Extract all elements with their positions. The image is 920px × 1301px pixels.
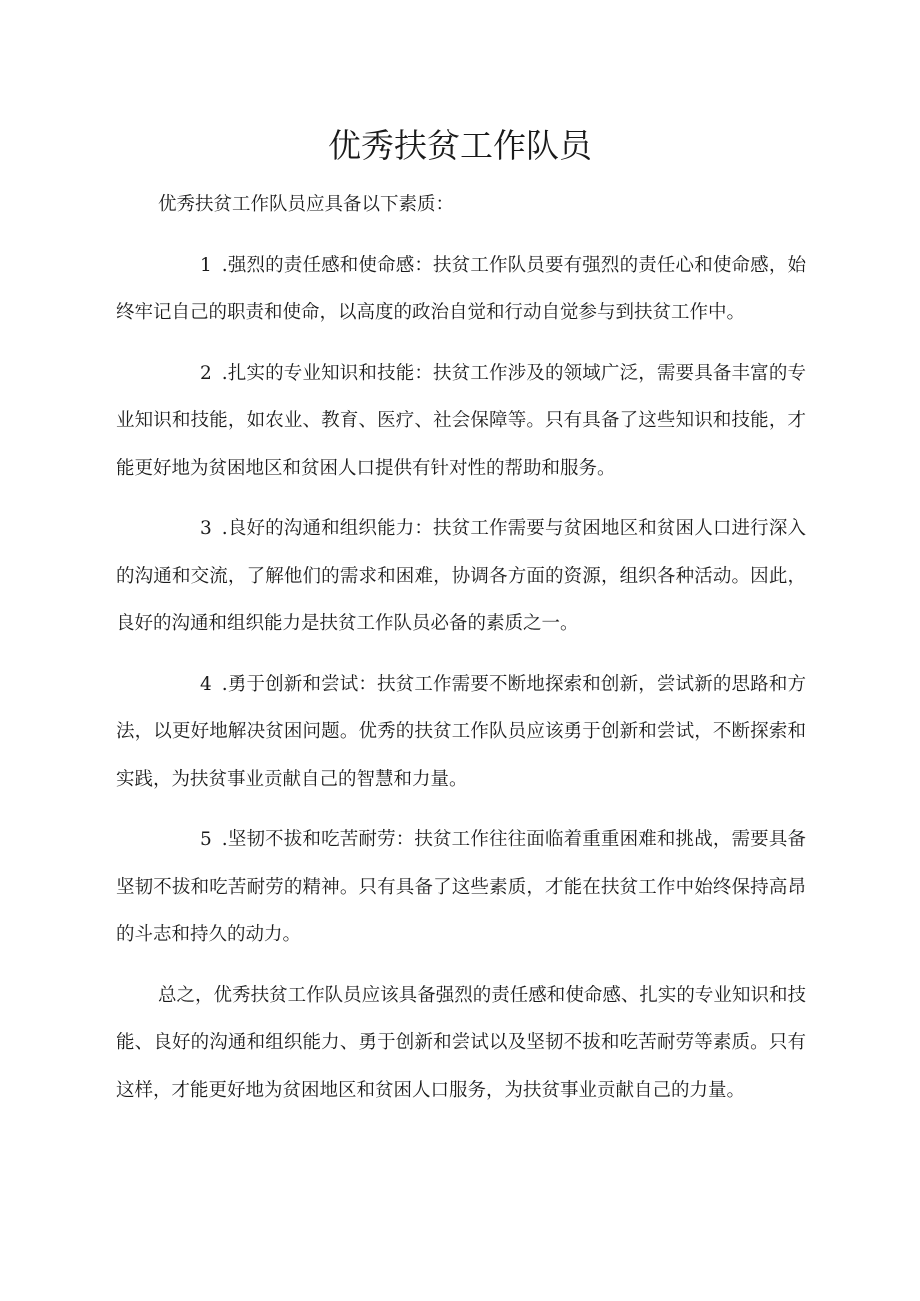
list-item-3: [116, 505, 806, 648]
item-number: 5: [200, 829, 212, 850]
page-title: 优秀扶贫工作队员: [328, 126, 592, 165]
list-item-2: [116, 350, 806, 493]
item-text: .坚韧不拔和吃苦耐劳：扶贫工作往往面临着重重困难和挑战，需要具备坚韧不拔和吃苦耐劳的精神。只有具备了这些素质，才能在扶贫工作中始终保持高昂的斗志和持久的动力。: [116, 829, 806, 945]
list-item-4: [116, 661, 806, 804]
list-item-1: [116, 242, 806, 337]
item-text: .良好的沟通和组织能力：扶贫工作需要与贫困地区和贫困人口进行深入的沟通和交流，了解他们的需求和困难，协调各方面的资源，组织各种活动。因此，良好的沟通和组织能力是扶贫工作队员必备的素质之一。: [116, 518, 806, 634]
item-number: 4: [200, 673, 212, 695]
item-text: .扎实的专业知识和技能：扶贫工作涉及的领域广泛，需要具备丰富的专业知识和技能，如农业、教育、医疗、社会保障等。只有具备了这些知识和技能，才能更好地为贫困地区和贫困人口提供有针对性的帮助和服务。: [116, 362, 806, 479]
item-text: .强烈的责任感和使命感：扶贫工作队员要有强烈的责任心和使命感，始终牢记自己的职责和使命，以高度的政治自觉和行动自觉参与到扶贫工作中。: [116, 254, 806, 323]
intro-paragraph: 优秀扶贫工作队员应具备以下素质：: [158, 194, 455, 215]
list-item-5: [116, 816, 806, 959]
document-body: [116, 181, 806, 1127]
item-number: 3: [200, 518, 212, 539]
item-number: 2: [200, 362, 212, 384]
item-text: .勇于创新和尝试：扶贫工作需要不断地探索和创新，尝试新的思路和方法，以更好地解决贫困问题。优秀的扶贫工作队员应该勇于创新和尝试，不断探索和实践，为扶贫事业贡献自己的智慧和力量。: [116, 673, 806, 790]
conclusion-paragraph: 总之，优秀扶贫工作队员应该具备强烈的责任感和使命感、扎实的专业知识和技能、良好的沟通和组织能力、勇于创新和尝试以及坚韧不拔和吃苦耐劳等素质。只有这样，才能更好地为贫困地区和贫困人口服务，为扶贫事业贡献自己的力量。: [116, 984, 806, 1101]
item-number: 1: [200, 254, 212, 276]
